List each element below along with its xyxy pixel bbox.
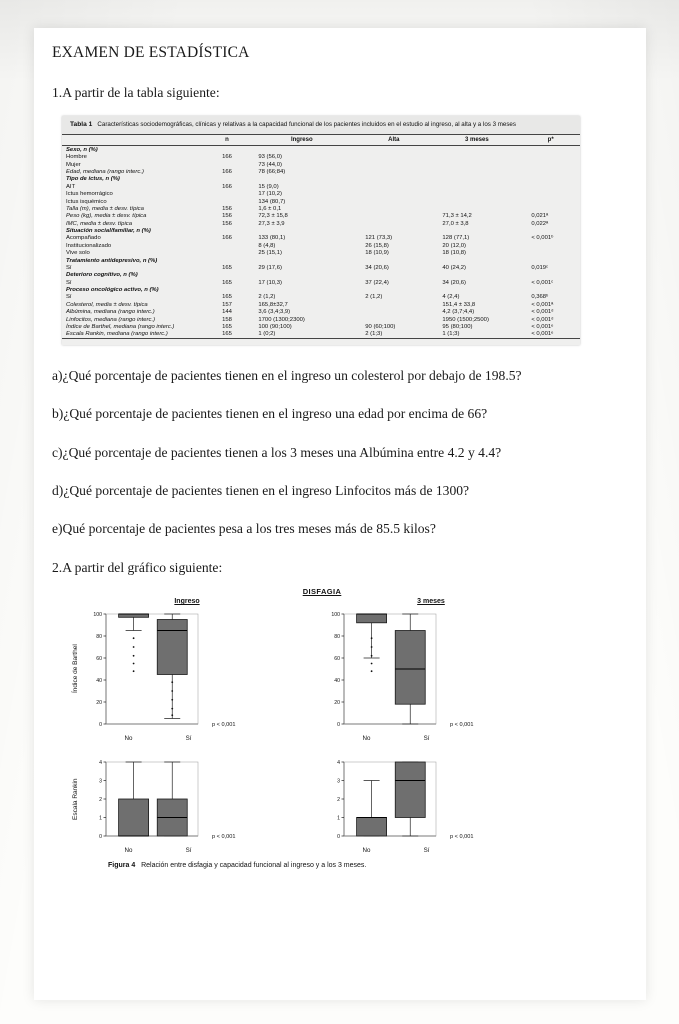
svg-text:4: 4 — [99, 760, 102, 767]
col-header-n: n — [206, 135, 249, 146]
cell-label: Acompañado — [66, 235, 101, 242]
cell-label: Hombre — [66, 154, 87, 161]
cell-alta — [355, 161, 432, 168]
cell-label: Mujer — [66, 161, 81, 168]
cell-label: Institucionalizado — [66, 242, 112, 249]
cell-p: < 0,001ᵇ — [531, 235, 554, 242]
chart-y-axis-label: Escala Rankin — [72, 778, 79, 820]
boxplot-panel-0 — [84, 606, 204, 734]
boxplot-panel-wrapper — [322, 754, 560, 854]
cell-ingreso: 133 (80,1) — [258, 235, 286, 242]
question-b: b)¿Qué porcentaje de pacientes tienen en el ingreso una edad por encima de 66? — [52, 406, 488, 422]
table-row — [62, 301, 580, 308]
cell-p: < 0,001ᵈ — [531, 309, 554, 316]
boxplot-panel-3 — [322, 754, 442, 846]
table-row — [62, 323, 580, 330]
table-caption-label: Tabla 1 — [70, 121, 93, 129]
svg-text:1: 1 — [337, 815, 340, 822]
cell-alta — [355, 316, 432, 323]
cell-label: Linfocitos, mediana (rango interc.) — [66, 316, 156, 323]
cell-3meses: 34 (20,6) — [442, 279, 466, 286]
cell-ingreso: 1 (0;2) — [258, 331, 276, 338]
chart-x-tick-labels — [84, 847, 218, 854]
x-tick-label: Sí — [185, 847, 192, 855]
table-section-label: Tratamiento antidepresivo, n (%) — [66, 257, 158, 264]
table-row — [62, 190, 580, 197]
boxplot-panel-1 — [322, 606, 442, 734]
cell-p — [521, 198, 580, 205]
table-section-row — [62, 286, 580, 293]
cell-3meses — [432, 168, 521, 175]
cell-alta: 90 (60;100) — [365, 323, 396, 330]
table-bottom-rule — [62, 338, 580, 345]
table-header-row — [62, 135, 580, 146]
question-e: e)Qué porcentaje de pacientes pesa a los tres meses más de 85.5 kilos? — [52, 521, 436, 537]
chart-x-tick-labels — [322, 735, 456, 742]
table-row — [62, 213, 580, 220]
document-content — [50, 44, 630, 869]
page-title: EXAMEN DE ESTADÍSTICA — [52, 44, 250, 61]
svg-text:0: 0 — [99, 722, 102, 729]
cell-label: Peso (kg), media ± desv. típica — [66, 213, 147, 220]
cell-label: AIT — [66, 183, 76, 190]
table-section-label: Proceso oncológico activo, n (%) — [66, 287, 159, 294]
svg-text:60: 60 — [334, 656, 340, 663]
cell-n: 166 — [222, 169, 232, 176]
p-value-label: p < 0,001 — [450, 722, 474, 729]
cell-3meses — [432, 205, 521, 212]
table-section-row — [62, 272, 580, 279]
cell-3meses — [432, 198, 521, 205]
cell-n — [206, 242, 249, 249]
cell-alta: 121 (73,3) — [365, 235, 393, 242]
chart-x-tick-labels — [322, 847, 456, 854]
figure-caption — [108, 862, 572, 869]
cell-p — [521, 183, 580, 190]
svg-text:1: 1 — [99, 815, 102, 822]
svg-text:4: 4 — [337, 760, 340, 767]
col-header-alta: Alta — [355, 135, 432, 146]
cell-alta: 2 (1,2) — [365, 294, 383, 301]
cell-alta — [355, 220, 432, 227]
cell-alta — [355, 190, 432, 197]
svg-text:3: 3 — [99, 778, 102, 785]
cell-ingreso: 93 (56,0) — [258, 154, 282, 161]
cell-3meses: 71,3 ± 14,2 — [442, 213, 472, 220]
cell-n — [206, 190, 249, 197]
cell-n — [206, 249, 249, 256]
table-section-row — [62, 176, 580, 183]
svg-text:60: 60 — [96, 656, 102, 663]
p-value-label: p < 0,001 — [450, 834, 474, 841]
cell-ingreso: 15 (9,0) — [258, 183, 279, 190]
cell-n: 165 — [222, 331, 232, 338]
table-row — [62, 198, 580, 205]
cell-ingreso: 100 (90;100) — [258, 323, 292, 330]
svg-text:0: 0 — [337, 722, 340, 729]
cell-n: 165 — [222, 264, 232, 271]
p-value-label: p < 0,001 — [212, 722, 236, 729]
x-tick-label: No — [362, 735, 371, 743]
boxplot-figure — [72, 587, 572, 869]
cell-p — [521, 168, 580, 175]
figure-caption-text: Relación entre disfagia y capacidad funcional al ingreso y a los 3 meses. — [141, 862, 367, 870]
cell-alta — [355, 213, 432, 220]
cell-3meses: 1950 (1500;2500) — [442, 316, 489, 323]
cell-p — [521, 161, 580, 168]
cell-ingreso: 29 (17,6) — [258, 264, 282, 271]
table-figure — [62, 116, 580, 345]
table-row — [62, 205, 580, 212]
cell-p — [521, 249, 580, 256]
cell-alta — [355, 154, 432, 161]
svg-text:20: 20 — [334, 700, 340, 707]
chart-y-axis-label: Índice de Barthel — [72, 644, 79, 694]
question-1-intro: 1.A partir de la tabla siguiente: — [52, 85, 220, 100]
cell-3meses: 4,2 (3,7;4,4) — [442, 309, 475, 316]
boxplot-panel-2 — [84, 754, 204, 846]
p-value-label: p < 0,001 — [212, 834, 236, 841]
x-tick-label: No — [362, 847, 371, 855]
cell-n: 166 — [222, 235, 232, 242]
col-header-3meses: 3 meses — [432, 135, 521, 146]
cell-p: < 0,001ᵈ — [531, 316, 554, 323]
cell-ingreso: 165,8±32,7 — [258, 301, 288, 308]
table-row — [62, 279, 580, 286]
cell-label: Albúmina, mediana (rango interc.) — [66, 309, 155, 316]
cell-n: 165 — [222, 279, 232, 286]
cell-p: 0,021ª — [531, 213, 549, 220]
cell-ingreso: 27,3 ± 3,9 — [258, 220, 285, 227]
svg-text:0: 0 — [99, 834, 102, 841]
cell-label: Ictus isquémico — [66, 198, 107, 205]
exam-sheet — [34, 28, 646, 1000]
boxplot-panel-wrapper — [322, 606, 560, 742]
cell-ingreso: 134 (80,7) — [258, 198, 286, 205]
charts-root — [72, 606, 572, 854]
cell-p: 0,368ᵇ — [531, 294, 549, 301]
cell-alta: 37 (22,4) — [365, 279, 389, 286]
x-tick-label: No — [124, 847, 133, 855]
cell-3meses: 20 (12,0) — [442, 242, 466, 249]
cell-ingreso: 25 (15,1) — [258, 250, 282, 257]
cell-3meses: 151,4 ± 33,8 — [442, 301, 476, 308]
cell-label: Índice de Barthel, mediana (rango interc.) — [66, 323, 175, 330]
cell-label: Ictus hemorrágico — [66, 191, 113, 198]
svg-text:0: 0 — [337, 834, 340, 841]
cell-alta — [355, 198, 432, 205]
table-section-label: Deterioro cognitivo, n (%) — [66, 272, 138, 279]
cell-n: 156 — [222, 213, 232, 220]
cell-p — [521, 190, 580, 197]
characteristics-table — [62, 134, 580, 338]
cell-p: < 0,001ᵉ — [531, 331, 554, 338]
cell-ingreso: 8 (4,8) — [258, 242, 276, 249]
col-header-p: p* — [521, 135, 580, 146]
cell-3meses: 40 (24,2) — [442, 264, 466, 271]
cell-n: 156 — [222, 205, 232, 212]
cell-3meses: 1 (1;3) — [442, 331, 460, 338]
table-row — [62, 249, 580, 256]
cell-alta: 34 (20,6) — [365, 264, 389, 271]
cell-n — [206, 198, 249, 205]
cell-ingreso: 17 (10,2) — [258, 191, 282, 198]
cell-n: 156 — [222, 220, 232, 227]
svg-text:40: 40 — [96, 678, 102, 685]
chart-row-1 — [72, 754, 572, 854]
cell-label: Sí — [66, 279, 72, 286]
cell-p — [521, 205, 580, 212]
table-caption-text: Características sociodemográficas, clínicas y relativas a la capacidad funcional de los pacientes incluidos en el estudio al ingreso, al alta y a los 3 meses — [97, 121, 516, 129]
cell-3meses: 4 (2,4) — [442, 294, 460, 301]
x-tick-label: Sí — [423, 735, 430, 743]
table-section-row — [62, 146, 580, 154]
cell-3meses: 128 (77,1) — [442, 235, 470, 242]
x-tick-label: No — [124, 735, 133, 743]
svg-text:3: 3 — [337, 778, 340, 785]
svg-text:20: 20 — [96, 700, 102, 707]
cell-n — [206, 161, 249, 168]
cell-p: 0,019ᶜ — [531, 264, 549, 271]
cell-p: 0,022ª — [531, 220, 549, 227]
cell-alta — [355, 205, 432, 212]
table-row — [62, 235, 580, 242]
table-section-row — [62, 257, 580, 264]
cell-alta — [355, 183, 432, 190]
svg-text:80: 80 — [334, 634, 340, 641]
table-row — [62, 264, 580, 271]
table-section-label: Situación social/familiar, n (%) — [66, 228, 151, 235]
svg-text:80: 80 — [96, 634, 102, 641]
svg-text:40: 40 — [334, 678, 340, 685]
cell-ingreso: 2 (1,2) — [258, 294, 276, 301]
question-a: a)¿Qué porcentaje de pacientes tienen en el ingreso un colesterol por debajo de 198.5? — [52, 367, 522, 383]
cell-ingreso: 78 (66;84) — [258, 169, 286, 176]
cell-alta — [355, 301, 432, 308]
boxplot-panel-wrapper — [84, 606, 322, 742]
table-row — [62, 308, 580, 315]
table-section-row — [62, 227, 580, 234]
table-row — [62, 183, 580, 190]
x-tick-label: Sí — [423, 847, 430, 855]
cell-p — [521, 242, 580, 249]
question-c: c)¿Qué porcentaje de pacientes tienen a los 3 meses una Albúmina entre 4.2 y 4.4? — [52, 444, 502, 460]
cell-alta: 26 (15,8) — [365, 242, 389, 249]
cell-alta — [355, 308, 432, 315]
boxplot-panel-wrapper — [84, 754, 322, 854]
cell-p: < 0,001ᵉ — [531, 323, 554, 330]
panel-header-3meses: 3 meses — [417, 598, 445, 606]
cell-ingreso: 72,3 ± 15,8 — [258, 213, 288, 220]
cell-3meses — [432, 183, 521, 190]
cell-label: Edad, mediana (rango interc.) — [66, 169, 144, 176]
cell-label: Talla (m), media ± desv. típica — [66, 205, 144, 212]
svg-text:100: 100 — [331, 612, 340, 619]
table-row — [62, 331, 580, 338]
table-row — [62, 161, 580, 168]
chart-x-tick-labels — [84, 735, 218, 742]
cell-n: 165 — [222, 323, 232, 330]
chart-row-0 — [72, 606, 572, 742]
cell-alta: 18 (10,9) — [365, 250, 389, 257]
cell-ingreso: 1,6 ± 0,1 — [258, 205, 282, 212]
table-row — [62, 168, 580, 175]
cell-n: 166 — [222, 183, 232, 190]
cell-3meses: 27,0 ± 3,8 — [442, 220, 469, 227]
cell-3meses: 18 (10,8) — [442, 250, 466, 257]
table-body — [62, 146, 580, 338]
table-section-label: Sexo, n (%) — [66, 146, 98, 153]
cell-label: Vive solo — [66, 250, 90, 257]
cell-label: Sí — [66, 264, 72, 271]
table-row — [62, 316, 580, 323]
question-2-intro: 2.A partir del gráfico siguiente: — [52, 559, 223, 575]
cell-n: 166 — [222, 154, 232, 161]
table-row — [62, 154, 580, 161]
panel-column-headers — [72, 598, 572, 605]
cell-p — [521, 154, 580, 161]
cell-n: 165 — [222, 294, 232, 301]
cell-3meses — [432, 154, 521, 161]
cell-ingreso: 1700 (1300;2300) — [258, 316, 305, 323]
svg-text:2: 2 — [99, 797, 102, 804]
table-row — [62, 294, 580, 301]
cell-n: 144 — [222, 309, 232, 316]
cell-alta — [355, 168, 432, 175]
cell-ingreso: 3,6 (3,4;3,9) — [258, 309, 291, 316]
cell-ingreso: 17 (10,3) — [258, 279, 282, 286]
svg-text:2: 2 — [337, 797, 340, 804]
cell-n: 158 — [222, 316, 232, 323]
cell-3meses: 95 (80;100) — [442, 323, 473, 330]
chart-title: DISFAGIA — [302, 587, 342, 597]
table-caption — [62, 116, 580, 134]
cell-label: IMC, media ± desv. típica — [66, 220, 132, 227]
cell-label: Colesterol, media ± desv. típica — [66, 301, 148, 308]
cell-3meses — [432, 190, 521, 197]
cell-ingreso: 73 (44,0) — [258, 161, 282, 168]
cell-n: 157 — [222, 301, 232, 308]
figure-caption-label: Figura 4 — [108, 862, 136, 870]
x-tick-label: Sí — [185, 735, 192, 743]
chart-row-spacer — [72, 742, 572, 754]
table-row — [62, 242, 580, 249]
cell-p: < 0,001ª — [531, 301, 554, 308]
col-header-blank — [62, 135, 206, 146]
table-section-label: Tipo de ictus, n (%) — [66, 176, 120, 183]
cell-alta: 2 (1;3) — [365, 331, 383, 338]
cell-label: Escala Rankin, mediana (rango interc.) — [66, 331, 168, 338]
cell-label: Sí — [66, 294, 72, 301]
table-row — [62, 220, 580, 227]
cell-3meses — [432, 161, 521, 168]
cell-p: < 0,001ᶜ — [531, 279, 554, 286]
panel-header-ingreso: Ingreso — [174, 598, 200, 606]
question-d: d)¿Qué porcentaje de pacientes tienen en el ingreso Linfocitos más de 1300? — [52, 483, 470, 499]
svg-text:100: 100 — [93, 612, 102, 619]
col-header-ingreso: Ingreso — [248, 135, 355, 146]
